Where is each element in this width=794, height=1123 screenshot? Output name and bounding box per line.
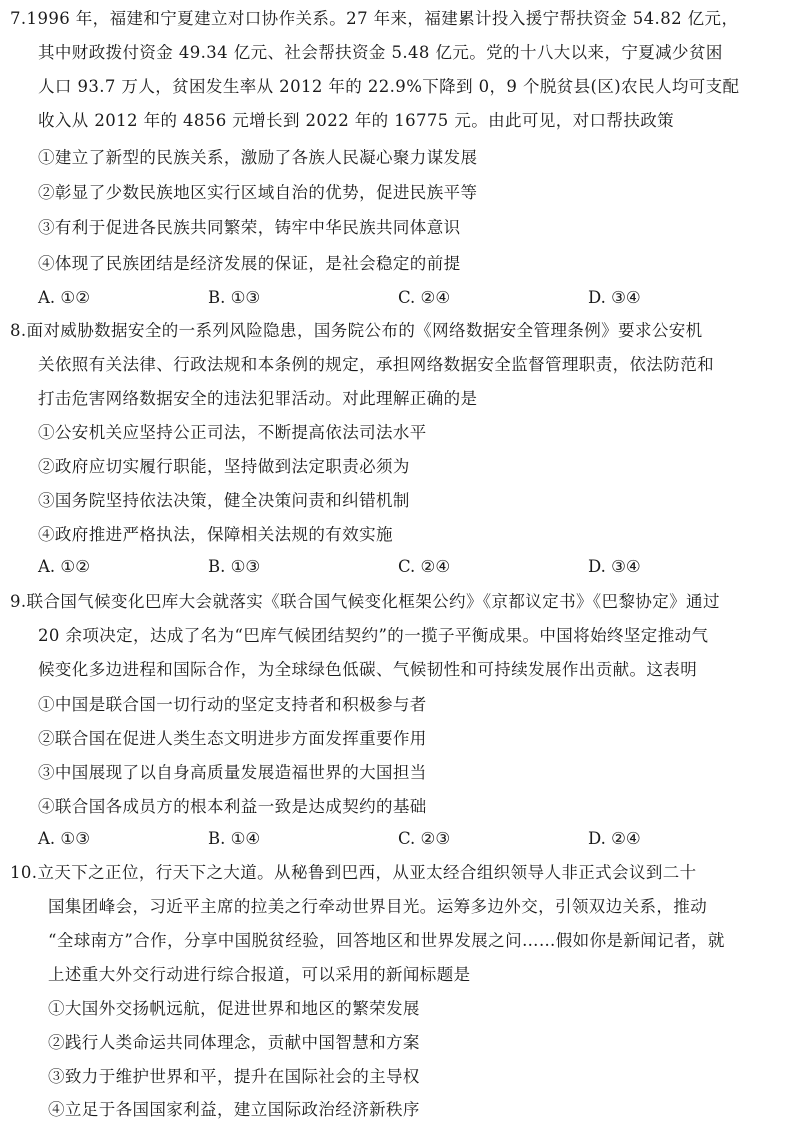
question-10-stem-line-3: “全球南方”合作，分享中国脱贫经验，回答地区和世界发展之问……假如你是新闻记者，就	[48, 931, 725, 950]
question-10-statement-4: ④立足于各国国家利益，建立国际政治经济新秩序	[48, 1100, 420, 1119]
question-7-statement-4: ④体现了民族团结是经济发展的保证，是社会稳定的前提	[38, 254, 461, 273]
question-7-statement-3: ③有利于促进各民族共同繁荣，铸牢中华民族共同体意识	[38, 218, 461, 237]
question-7-statement-1: ①建立了新型的民族关系，激励了各族人民凝心聚力谋发展	[38, 148, 478, 167]
question-8-choice-d[interactable]: D. ③④	[588, 557, 641, 576]
question-10-statement-3: ③致力于维护世界和平，提升在国际社会的主导权	[48, 1067, 420, 1086]
question-10-stem-line-1: 10.立天下之正位，行天下之大道。从秘鲁到巴西，从亚太经合组织领导人非正式会议到二十	[10, 863, 697, 882]
question-7-choice-d[interactable]: D. ③④	[588, 288, 641, 307]
question-9-stem-line-1: 9.联合国气候变化巴库大会就落实《联合国气候变化框架公约》《京都议定书》《巴黎协定》通过	[10, 592, 720, 611]
question-9-choice-c[interactable]: C. ②③	[398, 829, 451, 848]
question-9-choice-a[interactable]: A. ①③	[38, 829, 90, 848]
question-7-stem-line-2: 其中财政拨付资金 49.34 亿元、社会帮扶资金 5.48 亿元。党的十八大以来，宁夏减少贫困	[38, 43, 723, 62]
question-8-choice-a[interactable]: A. ①②	[38, 557, 90, 576]
question-8-statement-3: ③国务院坚持依法决策，健全决策问责和纠错机制	[38, 491, 410, 510]
question-7-choice-a[interactable]: A. ①②	[38, 288, 90, 307]
question-10-statement-1: ①大国外交扬帆远航，促进世界和地区的繁荣发展	[48, 999, 420, 1018]
question-10-statement-2: ②践行人类命运共同体理念，贡献中国智慧和方案	[48, 1033, 420, 1052]
question-8-choice-c[interactable]: C. ②④	[398, 557, 451, 576]
question-8-statement-1: ①公安机关应坚持公正司法，不断提高依法司法水平	[38, 423, 427, 442]
question-8-choice-b[interactable]: B. ①③	[208, 557, 261, 576]
question-7-choice-c[interactable]: C. ②④	[398, 288, 451, 307]
question-7-stem-line-3: 人口 93.7 万人，贫困发生率从 2012 年的 22.9%下降到 0，9 个脱贫县(区)农民人均可支配	[38, 77, 740, 96]
question-10-stem-line-4: 上述重大外交行动进行综合报道，可以采用的新闻标题是	[48, 965, 471, 984]
question-8-statement-2: ②政府应切实履行职能，坚持做到法定职责必须为	[38, 457, 410, 476]
question-9-statement-2: ②联合国在促进人类生态文明进步方面发挥重要作用	[38, 729, 427, 748]
question-9-statement-1: ①中国是联合国一切行动的坚定支持者和积极参与者	[38, 695, 427, 714]
question-8-stem-line-1: 8.面对威胁数据安全的一系列风险隐患，国务院公布的《网络数据安全管理条例》要求公安机	[10, 321, 703, 340]
question-8-stem-line-2: 关依照有关法律、行政法规和本条例的规定，承担网络数据安全监督管理职责，依法防范和	[38, 355, 714, 374]
question-7-statement-2: ②彰显了少数民族地区实行区域自治的优势，促进民族平等	[38, 183, 478, 202]
question-9-statement-3: ③中国展现了以自身高质量发展造福世界的大国担当	[38, 763, 427, 782]
question-9-choice-d[interactable]: D. ②④	[588, 829, 641, 848]
question-9-statement-4: ④联合国各成员方的根本利益一致是达成契约的基础	[38, 797, 427, 816]
question-9-choice-b[interactable]: B. ①④	[208, 829, 261, 848]
question-9-stem-line-3: 候变化多边进程和国际合作，为全球绿色低碳、气候韧性和可持续发展作出贡献。这表明	[38, 660, 698, 679]
question-8-stem-line-3: 打击危害网络数据安全的违法犯罪活动。对此理解正确的是	[38, 389, 478, 408]
question-9-stem-line-2: 20 余项决定，达成了名为“巴库气候团结契约”的一揽子平衡成果。中国将始终坚定推动气	[38, 626, 709, 645]
question-7-stem-line-4: 收入从 2012 年的 4856 元增长到 2022 年的 16775 元。由此可见，对口帮扶政策	[38, 111, 675, 130]
question-7-choice-b[interactable]: B. ①③	[208, 288, 261, 307]
question-10-stem-line-2: 国集团峰会，习近平主席的拉美之行牵动世界目光。运筹多边外交，引领双边关系，推动	[48, 897, 708, 916]
question-7-stem-line-1: 7.1996 年，福建和宁夏建立对口协作关系。27 年来，福建累计投入援宁帮扶资金 54.82 亿元，	[10, 9, 739, 28]
question-8-statement-4: ④政府推进严格执法，保障相关法规的有效实施	[38, 525, 393, 544]
